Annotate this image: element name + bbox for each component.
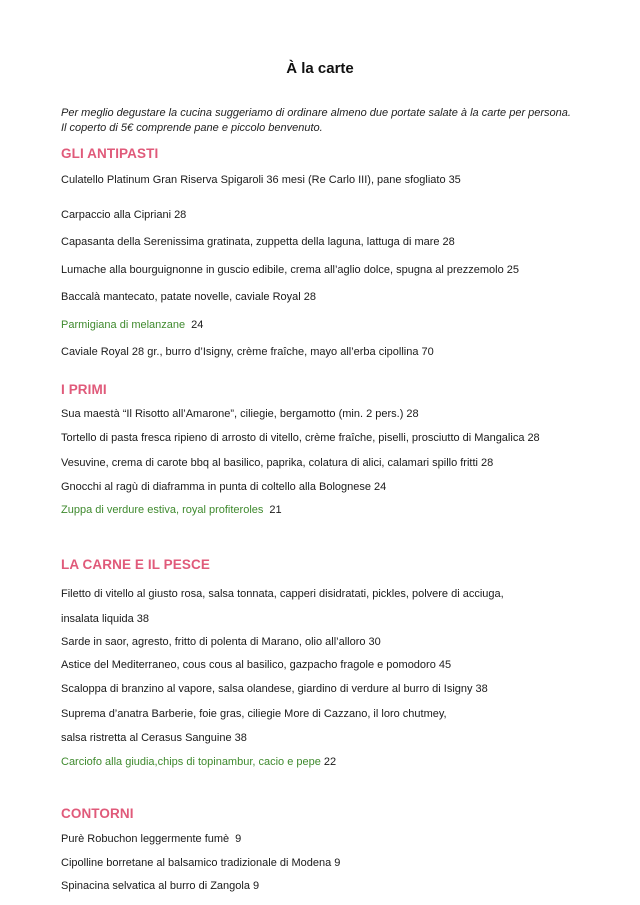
menu-item: Spinacina selvatica al burro di Zangola 9 [61,880,260,892]
menu-item-price: 38 [475,683,488,695]
menu-item: Gnocchi al ragù di diaframma in punta di coltello alla Bolognese 24 [61,481,387,493]
menu-item-price: 28 [406,408,419,420]
section-heading-carne-pesce: LA CARNE E IL PESCE [61,557,210,572]
intro-note [61,106,621,136]
menu-item: Cipolline borretane al balsamico tradizionale di Modena 9 [61,857,341,869]
menu-item-price: 28 [480,457,494,469]
menu-item-price: 35 [448,174,461,186]
menu-item: Vesuvine, crema di carote bbq al basilico, paprika, colatura di alici, calamari spillo fritti 28 [61,457,494,469]
menu-item-continued: insalata liquida 38 [61,613,150,625]
section-heading-primi: I PRIMI [61,382,107,397]
section-heading-antipasti: GLI ANTIPASTI [61,146,159,161]
menu-item: Baccalà mantecato, patate novelle, caviale Royal 28 [61,291,316,303]
menu-item-price: 24 [374,481,387,493]
menu-item-price: 30 [368,636,381,648]
intro-line: Il coperto di 5€ comprende pane e piccolo benvenuto. [61,122,323,134]
menu-item-price: 21 [269,504,282,516]
menu-item-price: 22 [323,756,337,768]
menu-item: Astice del Mediterraneo, cous cous al basilico, gazpacho fragole e pomodoro 45 [61,659,452,671]
menu-item-vegetarian: Carciofo alla giudia,chips di topinambur, cacio e pepe 22 [61,756,337,768]
intro-line: Per meglio degustare la cucina suggeriamo di ordinare almeno due portate salate à la carte per persona. [61,107,571,119]
menu-item: Sua maestà “Il Risotto all’Amarone”, ciliegie, bergamotto (min. 2 pers.) 28 [61,408,419,420]
menu-item-price: 38 [234,732,247,744]
menu-item: Lumache alla bourguignonne in guscio edibile, crema all’aglio dolce, spugna al prezzemolo 25 [61,264,519,276]
menu-item-vegetarian: Zuppa di verdure estiva, royal profiteroles 21 [61,504,282,516]
menu-item-price: 9 [235,833,242,845]
menu-item-price: 28 [174,209,187,221]
menu-item: Caviale Royal 28 gr., burro d’Isigny, crème fraîche, mayo all’erba cipollina 70 [61,346,434,358]
menu-item-vegetarian: Parmigiana di melanzane 24 [61,319,204,331]
menu-item-price: 38 [136,613,150,625]
menu-item: Filetto di vitello al giusto rosa, salsa tonnata, capperi disidratati, pickles, polvere di acciuga, [61,588,504,600]
menu-item-price: 45 [438,659,452,671]
section-heading-contorni: CONTORNI [61,806,134,821]
menu-item-price: 28 [442,236,455,248]
menu-item: Suprema d’anatra Barberie, foie gras, ciliegie More di Cazzano, il loro chutmey, [61,708,447,720]
menu-item: Scaloppa di branzino al vapore, salsa olandese, giardino di verdure al burro di Isigny 38 [61,683,488,695]
menu-item-price: 28 [527,432,540,444]
page-title: À la carte [286,60,354,77]
menu-item: Capasanta della Serenissima gratinata, zuppetta della laguna, lattuga di mare 28 [61,236,455,248]
menu-item: Sarde in saor, agresto, fritto di polenta di Marano, olio all’alloro 30 [61,636,381,648]
menu-item-price: 9 [252,880,260,892]
menu-item-price: 70 [421,346,434,358]
menu-item: Carpaccio alla Cipriani 28 [61,209,187,221]
menu-item: Purè Robuchon leggermente fumè 9 [61,833,242,845]
menu-item-price: 28 [303,291,316,303]
menu-item: Culatello Platinum Gran Riserva Spigaroli 36 mesi (Re Carlo III), pane sfogliato 35 [61,174,461,186]
menu-item-price: 25 [506,264,519,276]
menu-item: Tortello di pasta fresca ripieno di arrosto di vitello, crème fraîche, piselli, prosciutto di Mangalica 28 [61,432,540,444]
menu-item-price: 9 [334,857,341,869]
menu-item-continued: salsa ristretta al Cerasus Sanguine 38 [61,732,247,744]
menu-item-price: 24 [191,319,204,331]
